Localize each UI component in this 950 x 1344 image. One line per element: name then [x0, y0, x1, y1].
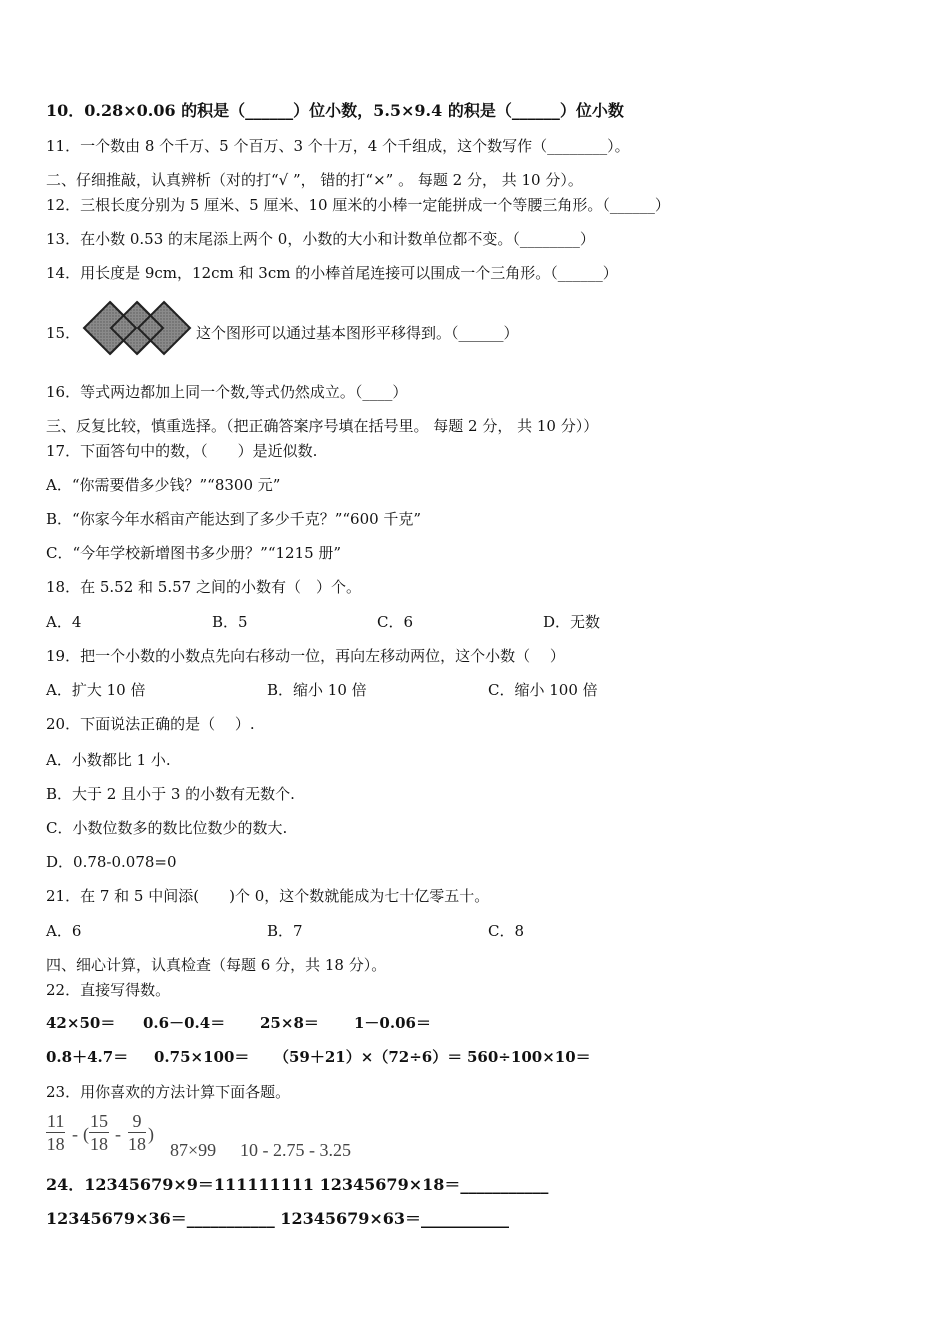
- q23-expressions: [46, 1110, 446, 1166]
- denominator: 18: [128, 1134, 146, 1154]
- q22-stem: 22．直接写得数。: [46, 981, 171, 999]
- right-paren: ): [148, 1124, 154, 1144]
- q13: 13．在小数 0.53 的末尾添上两个 0，小数的大小和计数单位都不变。（________）: [46, 230, 595, 248]
- q20-stem: 20．下面说法正确的是（ ）.: [46, 715, 255, 733]
- expression-87x99: 87×99: [170, 1140, 217, 1160]
- numerator: 15: [90, 1111, 108, 1131]
- calc-item: 1－0.06＝: [354, 1014, 431, 1032]
- calc-item: 0.8＋4.7＝: [46, 1048, 129, 1066]
- q15-number: 15．: [46, 324, 81, 342]
- q20-option-a: A．小数都比 1 小.: [46, 751, 171, 769]
- q19-option-a: A．扩大 10 倍: [46, 681, 146, 699]
- q14: 14．用长度是 9cm，12cm 和 3cm 的小棒首尾连接可以围成一个三角形。（______）: [46, 264, 618, 282]
- numerator: 9: [128, 1110, 146, 1133]
- minus-sign: -: [72, 1124, 78, 1144]
- q20-option-d: D．0.78-0.078=0: [46, 853, 177, 871]
- expression-subtraction: 10 - 2.75 - 3.25: [240, 1140, 351, 1160]
- q18-option-c: C．6: [377, 613, 414, 631]
- calc-item: 42×50＝: [46, 1014, 116, 1032]
- q18-stem: 18．在 5.52 和 5.57 之间的小数有（ ）个。: [46, 578, 361, 596]
- q12: 12．三根长度分别为 5 厘米、5 厘米、10 厘米的小棒一定能拼成一个等腰三角形。（______）: [46, 196, 670, 214]
- q23-stem: 23．用你喜欢的方法计算下面各题。: [46, 1083, 291, 1101]
- q11: 11．一个数由 8 个千万、5 个百万、3 个十万，4 个千组成，这个数写作（________）。: [46, 137, 630, 155]
- denominator: 18: [90, 1134, 108, 1154]
- section-2-heading: 二、仔细推敲，认真辨析（对的打“√ ”， 错的打“×” 。 每题 2 分， 共 10 分）。: [46, 171, 583, 189]
- q17-stem: 17．下面答句中的数，（ ）是近似数.: [46, 442, 318, 460]
- calc-item: 25×8＝: [260, 1014, 319, 1032]
- q17-option-a: A．“你需要借多少钱？”“8300 元”: [46, 476, 281, 494]
- diamond-pattern-figure: [82, 300, 192, 356]
- q17-option-b: B．“你家今年水稻亩产能达到了多少千克？”“600 千克”: [46, 510, 422, 528]
- q18-option-b: B．5: [212, 613, 248, 631]
- fraction: [46, 1110, 65, 1155]
- q21-option-b: B．7: [267, 922, 303, 940]
- q20-option-b: B．大于 2 且小于 3 的小数有无数个.: [46, 785, 295, 803]
- q21-option-a: A．6: [46, 922, 82, 940]
- section-3-heading: 三、反复比较，慎重选择。（把正确答案序号填在括号里。 每题 2 分， 共 10 分））: [46, 417, 599, 435]
- q24-line-2: 12345679×36＝___________ 12345679×63＝___________: [46, 1209, 510, 1228]
- q16: 16．等式两边都加上同一个数,等式仍然成立。（____）: [46, 383, 408, 401]
- q19-option-b: B．缩小 10 倍: [267, 681, 367, 699]
- calc-item: 560÷100×10＝: [467, 1048, 591, 1066]
- calc-item: （59＋21）×（72÷6）＝: [274, 1048, 463, 1066]
- denominator: 18: [46, 1134, 65, 1154]
- q17-option-c: C．“今年学校新增图书多少册？”“1215 册”: [46, 544, 342, 562]
- section-4-heading: 四、细心计算，认真检查（每题 6 分，共 18 分）。: [46, 956, 387, 974]
- minus-sign: -: [115, 1124, 121, 1144]
- numerator: 11: [47, 1111, 65, 1131]
- q20-option-c: C．小数位数多的数比位数少的数大.: [46, 819, 288, 837]
- q19-option-c: C．缩小 100 倍: [488, 681, 598, 699]
- fraction: [128, 1110, 146, 1155]
- q15-text: 这个图形可以通过基本图形平移得到。（______）: [196, 324, 519, 342]
- fraction: [89, 1110, 109, 1155]
- q24-line-1: 24．12345679×9＝111111111 12345679×18＝___________: [46, 1175, 549, 1194]
- q18-option-a: A．4: [46, 613, 82, 631]
- calc-item: 0.6－0.4＝: [143, 1014, 226, 1032]
- q21-stem: 21．在 7 和 5 中间添( )个 0，这个数就能成为七十亿零五十。: [46, 887, 490, 905]
- q21-option-c: C．8: [488, 922, 525, 940]
- q10: 10．0.28×0.06 的积是（______）位小数，5.5×9.4 的积是（______）位小数: [46, 101, 624, 120]
- q19-stem: 19．把一个小数的小数点先向右移动一位，再向左移动两位，这个小数（ ）: [46, 647, 565, 665]
- calc-item: 0.75×100＝: [154, 1048, 250, 1066]
- q18-option-d: D．无数: [543, 613, 601, 631]
- left-paren: (: [83, 1124, 89, 1144]
